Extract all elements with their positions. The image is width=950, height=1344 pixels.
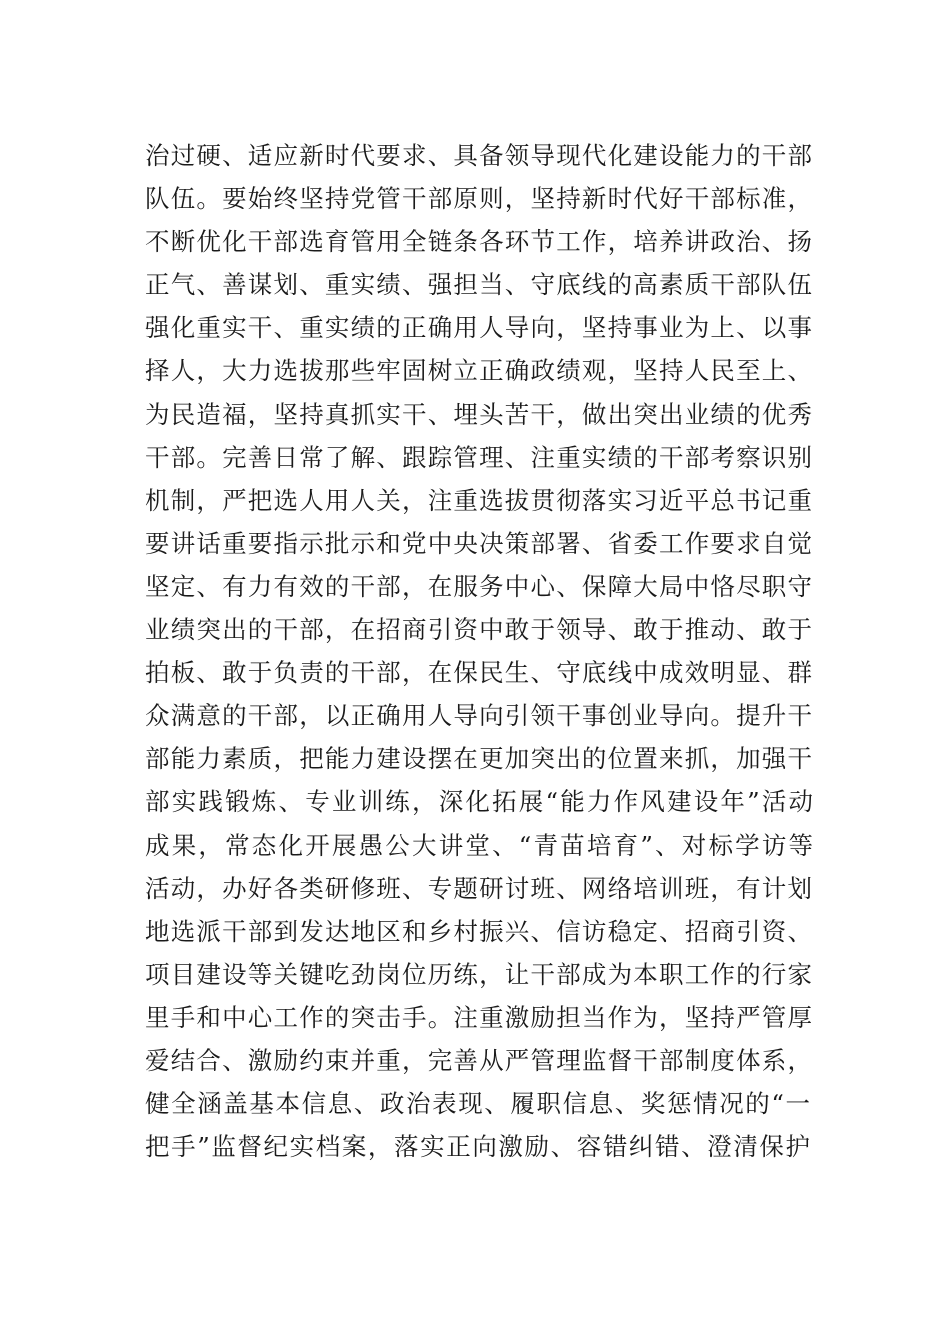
text-line: 活动，办好各类研修班、专题研讨班、网络培训班，有计划 [145, 873, 814, 903]
text-line: 强化重实干、重实绩的正确用人导向，坚持事业为上、以事 [145, 313, 814, 343]
text-line: 坚定、有力有效的干部，在服务中心、保障大局中恪尽职守 [145, 571, 814, 601]
text-line: 治过硬、适应新时代要求、具备领导现代化建设能力的干部 [145, 141, 814, 170]
text-line: 成果，常态化开展愚公大讲堂、“青苗培育”、对标学访等 [145, 830, 816, 860]
text-line: 拍板、敢于负责的干部，在保民生、守底线中成效明显、群 [145, 658, 814, 688]
text-line: 业绩突出的干部，在招商引资中敢于领导、敢于推动、敢于 [145, 615, 814, 645]
text-line: 机制，严把选人用人关，注重选拔贯彻落实习近平总书记重 [145, 485, 814, 515]
text-line: 项目建设等关键吃劲岗位历练，让干部成为本职工作的行家 [145, 959, 814, 989]
text-line: 爱结合、激励约束并重，完善从严管理监督干部制度体系， [145, 1045, 814, 1075]
text-line: 为民造福，坚持真抓实干、埋头苦干，做出突出业绩的优秀 [145, 399, 814, 429]
text-line: 队伍。要始终坚持党管干部原则，坚持新时代好干部标准， [145, 184, 814, 214]
text-line: 要讲话重要指示批示和党中央决策部署、省委工作要求自觉 [145, 528, 814, 558]
text-line: 把手”监督纪实档案，落实正向激励、容错纠错、澄清保护 [145, 1132, 812, 1162]
text-line: 众满意的干部，以正确用人导向引领干事创业导向。提升干 [145, 701, 814, 731]
body-paragraph [145, 134, 815, 1168]
text-line: 不断优化干部选育管用全链条各环节工作，培养讲政治、扬 [145, 227, 814, 257]
text-line: 部能力素质，把能力建设摆在更加突出的位置来抓，加强干 [145, 744, 814, 774]
text-line: 地选派干部到发达地区和乡村振兴、信访稳定、招商引资、 [145, 916, 814, 946]
text-line: 干部。完善日常了解、跟踪管理、注重实绩的干部考察识别 [145, 442, 814, 472]
text-line: 部实践锻炼、专业训练，深化拓展“能力作风建设年”活动 [145, 787, 816, 817]
text-line: 正气、善谋划、重实绩、强担当、守底线的高素质干部队伍 [145, 270, 814, 300]
text-line: 择人，大力选拔那些牢固树立正确政绩观，坚持人民至上、 [145, 356, 814, 386]
text-line: 里手和中心工作的突击手。注重激励担当作为，坚持严管厚 [145, 1002, 814, 1032]
text-line: 健全涵盖基本信息、政治表现、履职信息、奖惩情况的“一 [145, 1089, 812, 1119]
